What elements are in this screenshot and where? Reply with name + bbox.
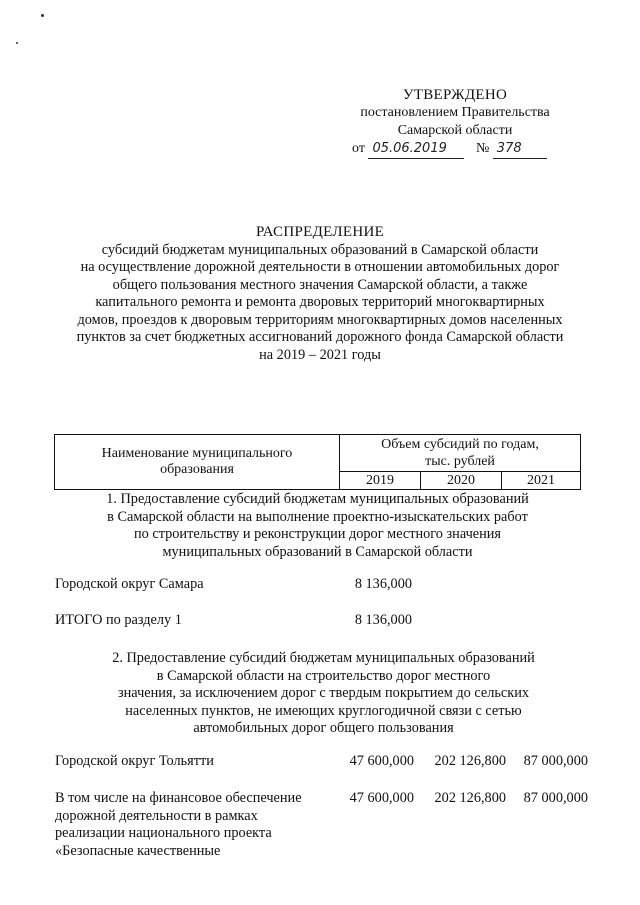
heading-line: на 2019 – 2021 годы — [259, 346, 381, 363]
document-heading — [50, 224, 590, 364]
section-line: автомобильных дорог общего пользования — [193, 720, 454, 736]
heading-line: общего пользования местного значения Самарской области, а также — [112, 276, 528, 293]
row-name: Городской округ Тольятти — [55, 753, 214, 769]
heading-title: РАСПРЕДЕЛЕНИЕ — [255, 224, 385, 240]
section-line: значения, за исключением дорог с твердым покрытием до сельских — [118, 685, 529, 701]
section-line: населенных пунктов, не имеющих круглогодичной связи с сетью — [125, 702, 522, 719]
heading-line: субсидий бюджетам муниципальных образований в Самарской области — [101, 241, 539, 258]
value-2020: 202 126,800 — [434, 753, 506, 769]
approval-line: Самарской области — [397, 123, 513, 138]
handwritten-date: 05.06.2019 — [368, 140, 464, 159]
section-line: муниципальных образований в Самарской области — [162, 543, 473, 560]
heading-line: на осуществление дорожной деятельности в отношении автомобильных дорог — [80, 259, 560, 275]
value-2021: 87 000,000 — [523, 790, 588, 806]
column-municipality — [55, 435, 340, 490]
value-2019: 47 600,000 — [349, 753, 414, 769]
row-name-line: дорожной деятельности в рамках — [55, 807, 258, 824]
scan-speck — [41, 14, 44, 17]
section-line: в Самарской области на выполнение проектно-изыскательских работ — [107, 508, 528, 525]
table-header — [54, 434, 581, 490]
scan-speck — [16, 42, 18, 44]
section-line: 2. Предоставление субсидий бюджетам муниципальных образований — [112, 650, 535, 666]
section-line: по строительству и реконструкции дорог местного значения — [133, 526, 502, 542]
approval-block — [350, 86, 560, 159]
heading-line: пунктов за счет бюджетных ассигнований дорожного фонда Самарской области — [76, 329, 564, 345]
column-label: тыс. рублей — [425, 454, 495, 469]
approval-title: УТВЕРЖДЕНО — [402, 87, 508, 103]
value-2020: 202 126,800 — [434, 790, 506, 806]
heading-line: домов, проездов к дворовым территориям многоквартирных домов населенных — [77, 311, 563, 328]
row-name-line: реализации национального проекта — [55, 825, 272, 841]
row-name-line: «Безопасные качественные — [55, 842, 221, 859]
value-2019: 8 136,000 — [354, 612, 412, 628]
section-line: в Самарской области на строительство дорог местного — [156, 667, 491, 684]
year-2019: 2019 — [340, 472, 421, 490]
handwritten-number: 378 — [493, 140, 547, 159]
row-name: Городской округ Самара — [55, 576, 204, 592]
section-2-title — [60, 650, 587, 738]
value-2019: 47 600,000 — [349, 790, 414, 806]
row-name: ИТОГО по разделу 1 — [55, 612, 182, 628]
column-label: образования — [160, 462, 234, 477]
heading-line: капитального ремонта и ремонта дворовых территорий многоквартирных — [95, 294, 545, 310]
value-2019: 8 136,000 — [354, 576, 412, 592]
value-2021: 87 000,000 — [523, 753, 588, 769]
section-1-title — [54, 491, 581, 561]
column-subsidy-volume — [340, 435, 581, 472]
approval-line: постановлением Правительства — [360, 105, 550, 120]
column-label: Наименование муниципального — [101, 446, 293, 461]
column-label: Объем субсидий по годам, — [381, 437, 539, 452]
approval-date-line — [350, 140, 560, 159]
row-name-line: В том числе на финансовое обеспечение — [55, 790, 302, 806]
year-2020: 2020 — [421, 472, 502, 490]
row-name-multiline — [55, 790, 325, 860]
year-2021: 2021 — [502, 472, 581, 490]
number-label: № — [475, 141, 490, 156]
section-line: 1. Предоставление субсидий бюджетам муниципальных образований — [106, 491, 529, 507]
date-prefix: от — [352, 141, 365, 156]
